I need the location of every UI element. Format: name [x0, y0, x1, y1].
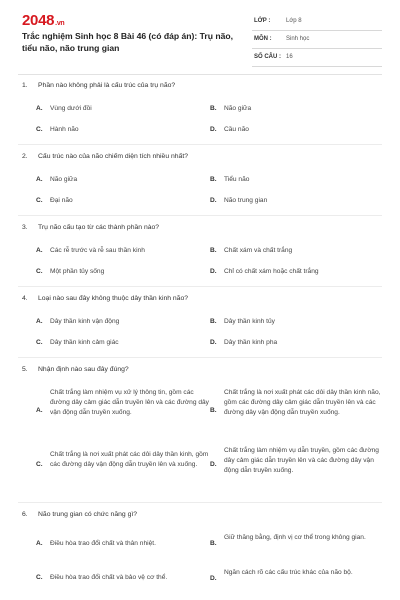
option-text: Chỉ có chất xám hoặc chất trắng [224, 268, 319, 275]
option-letter: C. [36, 461, 43, 468]
meta-box [252, 14, 382, 68]
option-letter: B. [210, 407, 217, 414]
option-text: Điều hòa trao đổi chất và bảo vệ cơ thể. [50, 574, 168, 581]
question-divider [18, 502, 382, 503]
option-letter: B. [210, 105, 217, 112]
option-letter: D. [210, 197, 217, 204]
question-divider [18, 286, 382, 287]
option-letter: D. [210, 268, 217, 275]
option-text: Các rễ trước và rễ sau thần kinh [50, 247, 145, 254]
option-text: Một phần tủy sống [50, 268, 105, 275]
option-letter: C. [36, 197, 43, 204]
meta-row-count [252, 50, 382, 67]
option-text: Vùng dưới đồi [50, 105, 92, 112]
option-letter: A. [36, 176, 43, 183]
question-stem [22, 295, 188, 302]
page-header [0, 0, 400, 74]
option-letter: B. [210, 247, 217, 254]
option-text: Đại não [50, 197, 73, 204]
question-stem [22, 511, 137, 518]
option-letter: B. [210, 540, 217, 547]
meta-label: MÔN : [254, 36, 272, 42]
meta-value: Lớp 8 [286, 18, 302, 24]
option-text: Não giữa [224, 105, 252, 112]
question-text: Cấu trúc nào của não chiếm diện tích nhiều nhất? [38, 153, 189, 160]
question-number: 6. [22, 511, 28, 518]
meta-value: Sinh học [286, 36, 310, 42]
option-text: Giữ thăng bằng, định vị cơ thể trong không gian. [224, 534, 366, 541]
question-text: Trụ não cấu tạo từ các thành phần nào? [38, 224, 160, 231]
option-text: Chất trắng làm nhiệm vụ dẫn truyền, gồm các đường dây cảm giác dẫn truyền lên và các đường dây vận động dẫn truyền xuống. [224, 447, 379, 474]
logo-tld: .vn [55, 20, 65, 27]
meta-label: LỚP : [254, 18, 271, 24]
question-divider [18, 144, 382, 145]
option-letter: D. [210, 126, 217, 133]
option-text: Chất trắng làm nhiệm vụ xử lý thông tin, gồm các đường dây cảm giác dẫn truyền lên và các đường dây vận động dẫn truyền xuống. [50, 389, 209, 416]
question-stem [22, 366, 129, 373]
option-text: Dây thần kinh cảm giác [50, 339, 119, 346]
question-text: Phần nào không phải là cấu trúc của trụ não? [38, 82, 176, 89]
option-letter: A. [36, 540, 43, 547]
option-letter: B. [210, 318, 217, 325]
option-text: Chất xám và chất trắng [224, 247, 293, 254]
option-text: Chất trắng là nơi xuất phát các dôi dây thần kinh, gồm các đường dây vận động dẫn truyền lên và xuống. [50, 451, 209, 468]
option-text: Não giữa [50, 176, 78, 183]
option-letter: D. [210, 461, 217, 468]
question-stem [22, 82, 175, 89]
meta-row-subject [252, 32, 382, 49]
option-letter: D. [210, 575, 217, 582]
question-number: 5. [22, 366, 28, 373]
option-letter: D. [210, 339, 217, 346]
option-letter: A. [36, 407, 43, 414]
option-text: Hành não [50, 126, 79, 133]
logo-text: 2048 [22, 12, 55, 29]
option-text: Chất trắng là nơi xuất phát các dôi dây thần kinh não, gồm các đường dây cảm giác dẫn truyền lên và các đường dây vận động dẫn truyền xuống. [224, 389, 381, 416]
option-letter: A. [36, 247, 43, 254]
question-stem [22, 224, 159, 231]
question-number: 4. [22, 295, 28, 302]
question-stem [22, 153, 188, 160]
option-letter: A. [36, 105, 43, 112]
option-text: Não trung gian [224, 197, 268, 204]
question-text: Nhận định nào sau đây đúng? [38, 366, 129, 373]
option-text: Dây thần kinh pha [224, 339, 278, 346]
question-text: Não trung gian có chức năng gì? [38, 511, 138, 518]
option-text: Cầu não [224, 126, 249, 133]
option-letter: A. [36, 318, 43, 325]
option-text: Ngăn cách rõ các cấu trúc khác của não bộ. [224, 569, 353, 576]
question-number: 3. [22, 224, 28, 231]
option-text: Tiểu não [224, 176, 250, 183]
option-text: Điều hòa trao đổi chất và thân nhiệt. [50, 540, 156, 547]
meta-label: SỐ CÂU : [254, 54, 281, 60]
meta-value: 16 [286, 54, 293, 60]
question-divider [18, 215, 382, 216]
question-number: 2. [22, 153, 28, 160]
site-logo[interactable] [22, 12, 64, 29]
option-letter: C. [36, 126, 43, 133]
option-letter: C. [36, 268, 43, 275]
question-divider [18, 357, 382, 358]
option-letter: C. [36, 339, 43, 346]
option-text: Dây thần kinh tủy [224, 318, 275, 325]
question-text: Loại nào sau đây không thuộc dây thần kinh não? [38, 295, 189, 302]
page-title: Trắc nghiệm Sinh học 8 Bài 46 (có đáp án): Trụ não, tiểu não, não trung gian [22, 31, 234, 53]
option-letter: B. [210, 176, 217, 183]
option-text: Dây thần kinh vận động [50, 318, 120, 325]
question-number: 1. [22, 82, 28, 89]
header-divider [18, 74, 382, 75]
meta-row-class [252, 14, 382, 31]
option-letter: C. [36, 574, 43, 581]
